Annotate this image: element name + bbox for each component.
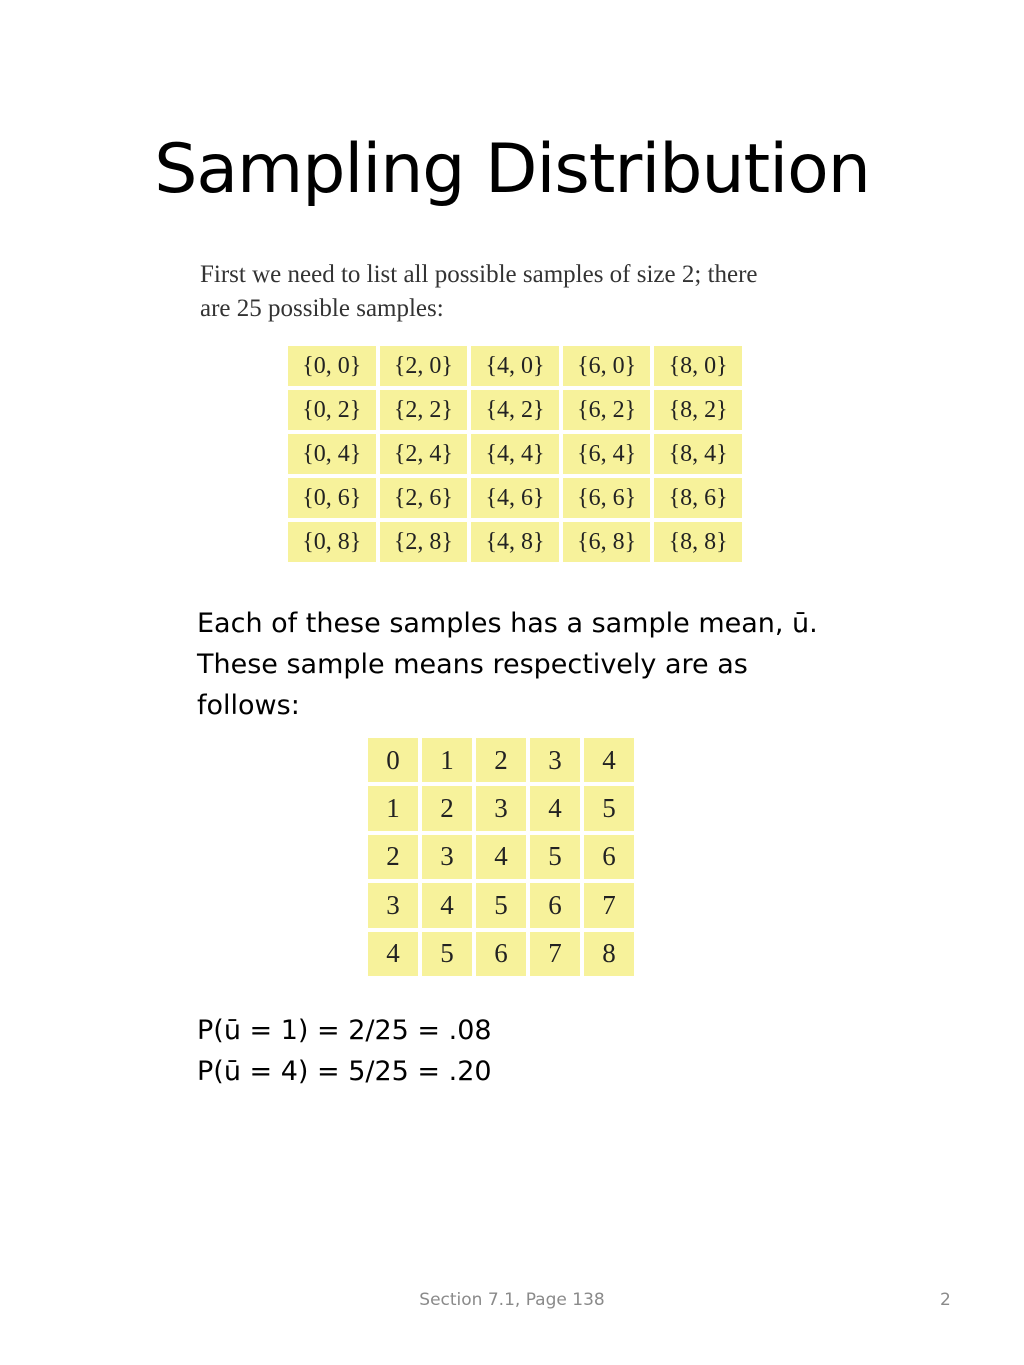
sample-cell: {8, 6}	[654, 478, 742, 518]
sample-cell: {6, 2}	[563, 390, 651, 430]
mean-cell: 4	[422, 883, 472, 927]
probability-results	[197, 1010, 492, 1092]
sample-cell: {0, 0}	[288, 346, 376, 386]
footer-reference: Section 7.1, Page 138	[419, 1290, 605, 1310]
sample-cell: {2, 6}	[380, 478, 468, 518]
intro-text	[200, 258, 860, 326]
mean-cell: 2	[422, 786, 472, 830]
sample-cell: {8, 0}	[654, 346, 742, 386]
mean-cell: 1	[422, 738, 472, 782]
page-number: 2	[940, 1290, 951, 1310]
sample-cell: {4, 4}	[471, 434, 559, 474]
mean-cell: 0	[368, 738, 418, 782]
mean-cell: 8	[584, 932, 634, 976]
sample-cell: {4, 2}	[471, 390, 559, 430]
mean-cell: 5	[422, 932, 472, 976]
means-line: These sample means respectively are as	[197, 649, 748, 680]
mean-cell: 2	[368, 835, 418, 879]
mean-cell: 1	[368, 786, 418, 830]
mean-cell: 2	[476, 738, 526, 782]
sample-cell: {0, 4}	[288, 434, 376, 474]
mean-cell: 3	[530, 738, 580, 782]
mean-cell: 4	[368, 932, 418, 976]
sample-cell: {4, 8}	[471, 522, 559, 562]
mean-cell: 4	[476, 835, 526, 879]
sample-cell: {4, 6}	[471, 478, 559, 518]
means-line: Each of these samples has a sample mean, ū.	[197, 608, 818, 639]
sample-cell: {6, 4}	[563, 434, 651, 474]
mean-cell: 4	[584, 738, 634, 782]
probability-line: P(ū = 1) = 2/25 = .08	[197, 1015, 492, 1046]
mean-cell: 6	[476, 932, 526, 976]
sample-cell: {6, 0}	[563, 346, 651, 386]
means-table	[368, 738, 634, 976]
sample-cell: {8, 4}	[654, 434, 742, 474]
sample-cell: {8, 8}	[654, 522, 742, 562]
mean-cell: 3	[422, 835, 472, 879]
probability-line: P(ū = 4) = 5/25 = .20	[197, 1056, 492, 1087]
sample-cell: {0, 6}	[288, 478, 376, 518]
sample-cell: {2, 4}	[380, 434, 468, 474]
mean-cell: 5	[476, 883, 526, 927]
intro-line: First we need to list all possible samples of size 2; there	[200, 261, 758, 288]
sample-cell: {0, 8}	[288, 522, 376, 562]
means-description	[197, 603, 857, 726]
sample-cell: {2, 0}	[380, 346, 468, 386]
samples-table	[288, 346, 742, 562]
sample-cell: {6, 8}	[563, 522, 651, 562]
intro-line: are 25 possible samples:	[200, 295, 444, 322]
mean-cell: 7	[530, 932, 580, 976]
mean-cell: 6	[530, 883, 580, 927]
sample-cell: {0, 2}	[288, 390, 376, 430]
slide-title: Sampling Distribution	[154, 130, 870, 209]
sample-cell: {8, 2}	[654, 390, 742, 430]
mean-cell: 4	[530, 786, 580, 830]
mean-cell: 6	[584, 835, 634, 879]
sample-cell: {2, 8}	[380, 522, 468, 562]
mean-cell: 5	[584, 786, 634, 830]
mean-cell: 5	[530, 835, 580, 879]
mean-cell: 3	[368, 883, 418, 927]
mean-cell: 7	[584, 883, 634, 927]
sample-cell: {2, 2}	[380, 390, 468, 430]
sample-cell: {6, 6}	[563, 478, 651, 518]
sample-cell: {4, 0}	[471, 346, 559, 386]
means-line: follows:	[197, 690, 300, 721]
mean-cell: 3	[476, 786, 526, 830]
